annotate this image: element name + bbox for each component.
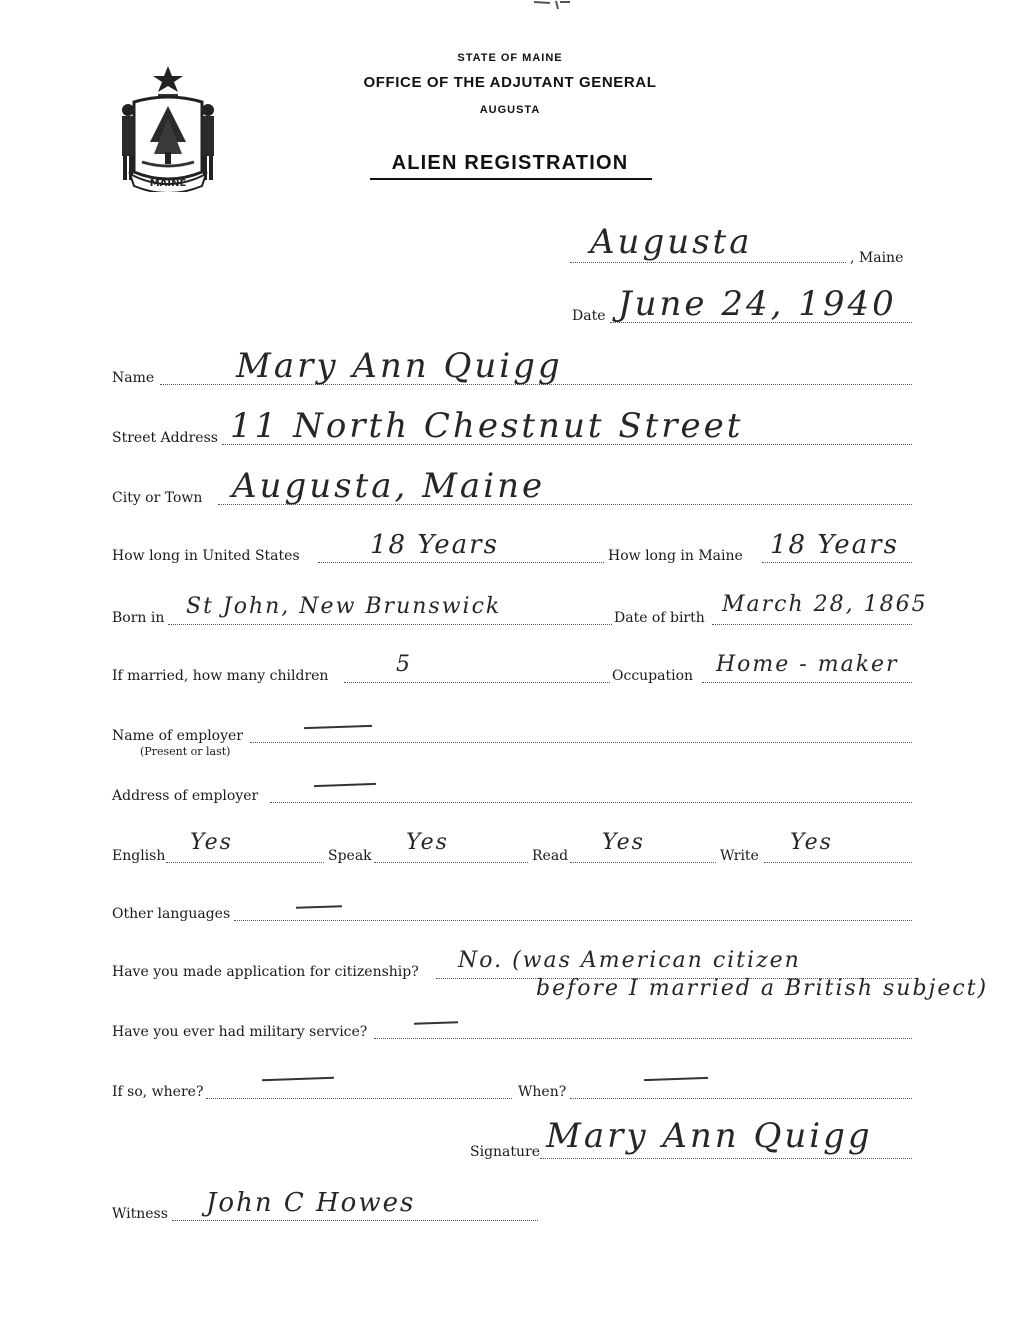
- witness-line: [172, 1220, 538, 1221]
- children-value: 5: [396, 652, 412, 677]
- military-blank-dash: [414, 1021, 458, 1024]
- occupation-value: Home - maker: [716, 652, 899, 677]
- maine-label: , Maine: [850, 250, 904, 266]
- state-seal-icon: [112, 62, 224, 192]
- signature-label: Signature: [470, 1144, 541, 1160]
- how-long-us-value: 18 Years: [370, 530, 499, 560]
- employer-address-blank-dash: [314, 783, 376, 787]
- employer-line: [250, 742, 912, 743]
- header-state: STATE OF MAINE: [457, 52, 563, 64]
- occupation-line: [702, 682, 912, 683]
- place-value: Augusta: [590, 222, 753, 262]
- military-line: [374, 1038, 912, 1039]
- witness-value: John C Howes: [206, 1188, 416, 1218]
- citizenship-label: Have you made application for citizenship?: [112, 964, 419, 980]
- citizenship-value-line1: No. (was American citizen: [458, 948, 801, 973]
- date-label: Date: [572, 308, 606, 324]
- how-long-maine-line: [762, 562, 912, 563]
- when-blank-dash: [644, 1077, 708, 1081]
- header-city: AUGUSTA: [479, 104, 541, 116]
- children-line: [344, 682, 610, 683]
- how-long-us-line: [318, 562, 604, 563]
- other-languages-line: [234, 920, 912, 921]
- witness-label: Witness: [112, 1206, 168, 1222]
- read-value: Yes: [602, 830, 645, 855]
- how-long-maine-label: How long in Maine: [608, 548, 743, 564]
- where-blank-dash: [262, 1077, 334, 1081]
- date-of-birth-label: Date of birth: [614, 610, 705, 626]
- english-line: [166, 862, 324, 863]
- write-value: Yes: [790, 830, 833, 855]
- street-value: 11 North Chestnut Street: [230, 406, 744, 446]
- other-languages-label: Other languages: [112, 906, 231, 922]
- when-label: When?: [518, 1084, 567, 1100]
- name-value: Mary Ann Quigg: [236, 346, 563, 386]
- employer-note: (Present or last): [140, 745, 231, 758]
- born-in-value: St John, New Brunswick: [186, 594, 502, 619]
- employer-blank-dash: [304, 725, 372, 729]
- speak-value: Yes: [406, 830, 449, 855]
- write-line: [764, 862, 912, 863]
- city-town-label: City or Town: [112, 490, 203, 506]
- employer-address-line: [270, 802, 912, 803]
- street-label: Street Address: [112, 430, 218, 446]
- children-label: If married, how many children: [112, 668, 329, 684]
- city-town-value: Augusta, Maine: [232, 466, 546, 506]
- english-label: English: [112, 848, 166, 864]
- scan-mark: [532, 0, 572, 10]
- where-line: [206, 1098, 512, 1099]
- date-of-birth-value: March 28, 1865: [722, 592, 928, 617]
- born-in-label: Born in: [112, 610, 165, 626]
- where-label: If so, where?: [112, 1084, 204, 1100]
- english-value: Yes: [190, 830, 233, 855]
- write-label: Write: [720, 848, 759, 864]
- form-title: ALIEN REGISTRATION: [391, 152, 629, 174]
- military-label: Have you ever had military service?: [112, 1024, 368, 1040]
- other-languages-blank-dash: [296, 905, 342, 908]
- born-in-line: [168, 624, 612, 625]
- employer-address-label: Address of employer: [112, 788, 259, 804]
- occupation-label: Occupation: [612, 668, 694, 684]
- name-label: Name: [112, 370, 155, 386]
- how-long-us-label: How long in United States: [112, 548, 300, 564]
- svg-text:MAINE: MAINE: [149, 178, 187, 189]
- employer-label: Name of employer: [112, 728, 243, 744]
- speak-line: [374, 862, 528, 863]
- read-label: Read: [532, 848, 569, 864]
- place-line: [570, 262, 846, 263]
- signature-value: Mary Ann Quigg: [546, 1116, 873, 1156]
- signature-line: [540, 1158, 912, 1159]
- citizenship-value-line2: before I married a British subject): [536, 976, 989, 1001]
- when-line: [570, 1098, 912, 1099]
- header-office: OFFICE OF THE ADJUTANT GENERAL: [363, 74, 657, 91]
- how-long-maine-value: 18 Years: [770, 530, 899, 560]
- date-value: June 24, 1940: [618, 284, 897, 324]
- read-line: [570, 862, 716, 863]
- date-of-birth-line: [712, 624, 912, 625]
- speak-label: Speak: [328, 848, 372, 864]
- title-underline: [370, 178, 652, 180]
